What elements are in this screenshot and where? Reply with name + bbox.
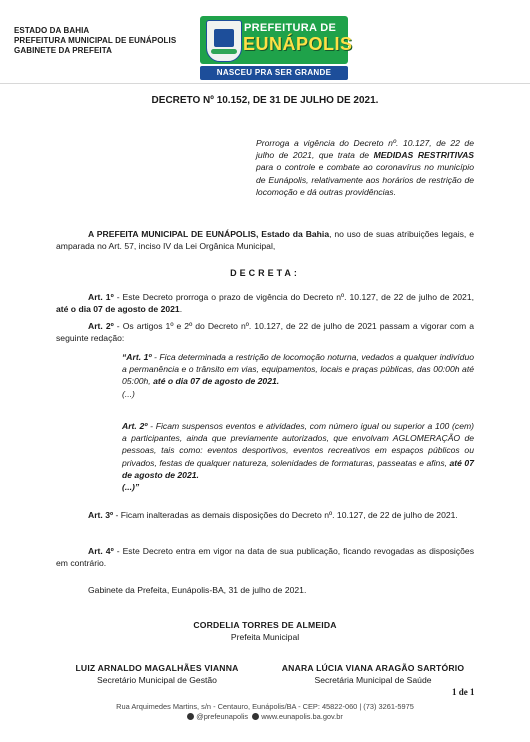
header-divider xyxy=(0,83,530,84)
mayor-name: CORDELIA TORRES DE ALMEIDA xyxy=(193,620,337,630)
logo-line2: EUNÁPOLIS xyxy=(243,34,353,54)
saude-name: ANARA LÚCIA VIANA ARAGÃO SARTÓRIO xyxy=(281,663,465,673)
footer-social: @prefeunapolis xyxy=(196,712,249,721)
social-media-icon xyxy=(187,713,194,720)
header-office: GABINETE DA PREFEITA xyxy=(14,46,113,55)
footer-website: www.eunapolis.ba.gov.br xyxy=(261,712,343,721)
saude-role: Secretária Municipal de Saúde xyxy=(314,675,432,685)
article-3: Art. 3º - Ficam inalteradas as demais disposições do Decreto nº. 10.127, de 22 de julho de 2021. xyxy=(88,510,458,520)
logo-line1: PREFEITURA DE xyxy=(244,22,337,34)
logo-banner xyxy=(200,16,353,64)
decreta-heading: DECRETA: xyxy=(230,268,300,278)
footer-contacts xyxy=(0,712,530,721)
article-4: Art. 4º - Este Decreto entra em vigor na data de sua publicação, ficando revogadas as disposições em contrário. xyxy=(56,546,474,569)
footer-address: Rua Arquimedes Martins, s/n - Centauro, Eunápolis/BA - CEP: 45822-060 | (73) 3261-5975 xyxy=(116,702,414,711)
decree-ementa: Prorroga a vigência do Decreto nº. 10.127, de 22 de julho de 2021, que trata de MEDIDAS RESTRITIVAS para o controle e combate ao coronavírus no município de Eunápolis, relativamente aos horários de restrição de locomoção e dá outras providências. xyxy=(256,138,475,197)
decree-title: DECRETO Nº 10.152, DE 31 DE JULHO DE 2021. xyxy=(151,95,379,106)
prefeitura-logo xyxy=(200,16,353,80)
quoted-article-2: Art. 2º - Ficam suspensos eventos e atividades, com número igual ou superior a 100 (cem) a participantes, ainda que previamente autorizados, que envolvam AGLOMERAÇÃO de pessoas, tais como: eventos desportivos, eventos recreativos em espaços públicos ou privados, festas de qualquer natureza, solenidades de formaturas, passeatas e afins, até 07 de agosto de 2021. (...)” xyxy=(122,421,474,493)
quoted-article-1: “Art. 1º - Fica determinada a restrição de locomoção noturna, vedados a qualquer indivíduo a permanência e o trânsito em vias, equipamentos, locais e praças públicas, das 00:00h até 05:00h, até o dia 07 de agosto de 2021. (...) xyxy=(122,352,474,399)
page-number: 1 de 1 xyxy=(452,687,475,697)
logo-slogan: NASCEU PRA SER GRANDE xyxy=(200,66,348,80)
signature-saude xyxy=(262,662,484,686)
signature-mayor xyxy=(140,619,390,643)
closing-line: Gabinete da Prefeita, Eunápolis-BA, 31 de julho de 2021. xyxy=(88,585,307,595)
article-2: Art. 2º - Os artigos 1º e 2º do Decreto nº. 10.127, de 22 de julho de 2021 passam a vigorar com a seguinte redação: xyxy=(56,321,475,344)
mayor-role: Prefeita Municipal xyxy=(230,632,300,642)
gestao-name: LUIZ ARNALDO MAGALHÃES VIANNA xyxy=(75,663,239,673)
globe-icon xyxy=(252,713,259,720)
article-1: Art. 1º - Este Decreto prorroga o prazo de vigência do Decreto nº. 10.127, de 22 de julho de 2021, até o dia 07 de agosto de 2021. xyxy=(56,292,475,315)
city-seal-icon xyxy=(206,20,242,62)
header-state: ESTADO DA BAHIA xyxy=(14,26,90,35)
preamble: A PREFEITA MUNICIPAL DE EUNÁPOLIS, Estado da Bahia, no uso de suas atribuições legais, e amparada no Art. 57, inciso IV da Lei Orgânica Municipal, xyxy=(56,229,474,252)
gestao-role: Secretário Municipal de Gestão xyxy=(97,675,217,685)
header-municipality: PREFEITURA MUNICIPAL DE EUNÁPOLIS xyxy=(14,36,177,45)
signature-gestao xyxy=(52,662,262,686)
